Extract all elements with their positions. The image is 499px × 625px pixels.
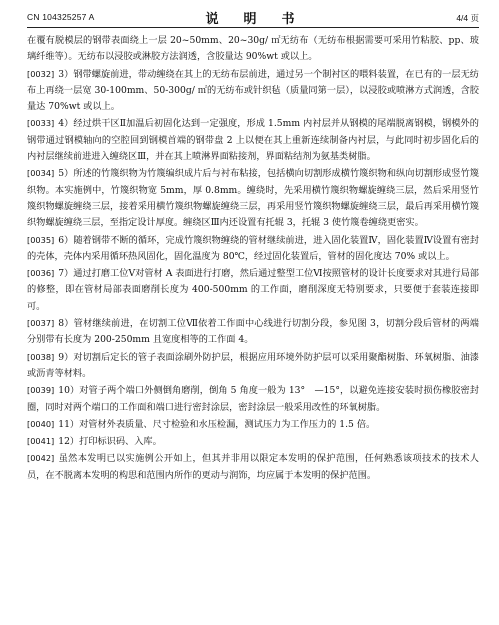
paragraph-number: [0038] — [27, 351, 55, 362]
paragraph-text: 3）钢带螺旋前进，带动缠绕在其上的无纺布层前进，通过另一个制衬区的喂料装置，在已有的一层无纺布上再绕一层宽 30-100mm、50-300g/ ㎡的无纺布或针织毡（质量同第一层），以浸胶或喷淋方式润透，含胶量达 70%wt 或以上。 — [27, 68, 479, 113]
paragraph-0033 — [27, 115, 479, 165]
page-header — [27, 6, 479, 26]
paragraph-number: [0034] — [27, 168, 55, 179]
paragraph-text: 虽然本发明已以实施例公开如上，但其并非用以限定本发明的保护范围，任何熟悉该项技术的技术人员，在不脱离本发明的构思和范围内所作的更动与润饰，均应属于本发明的保护范围。 — [27, 453, 479, 481]
paragraph-text: 5）所述的竹篾织物为竹篾编织成片后与衬布粘接，包括横向切割形成横竹篾织物和纵向切割形成竖竹篾织物。本实施例中，竹篾织物宽 5mm，厚 0.8mm。缠绕时，先采用横竹篾织物螺旋缠绕三层，然后采用竖竹篾织物螺旋缠绕三层，接着采用横竹篾织物螺旋缠绕三层，再采用竖竹篾织物螺旋缠绕三层，最后再采用横竹篾织物螺旋缠绕三层，至指定设计厚度。缠绕区Ⅲ内还设置有托辊 3，托辊 3 使竹篾卷缠绕更密实。 — [27, 168, 479, 229]
page-title: 说 明 书 — [205, 12, 301, 27]
paragraph-0035 — [27, 232, 479, 266]
paragraph-text: 8）管材继续前进，在切割工位Ⅶ依着工作面中心线进行切割分段，参见图 3，切割分段后管材的两端分别带有长度为 200-250mm 且宽度相等的工作面 4。 — [27, 318, 479, 346]
paragraph-number: [0037] — [27, 318, 55, 329]
paragraph-0036 — [27, 265, 479, 315]
page-number: 4/4 页 — [456, 13, 479, 23]
paragraph-0037 — [27, 315, 479, 349]
paragraph-number: [0042] — [27, 453, 55, 464]
paragraph-number: [0036] — [27, 268, 55, 279]
paragraph-text: 4）经过烘干区Ⅱ加温后初固化达到一定强度，形成 1.5mm 内衬层并从钢模的尾端脱离钢模，钢模外的钢带通过钢模轴向的空腔回到钢模首端的钢带盘 2 上以便在其上重新连续制备内衬层，与此同时初步固化后的内衬层继续前进进入缠绕区Ⅲ，并在其上喷淋界面粘接剂，界面粘结剂为氨基类树脂。 — [27, 118, 479, 163]
paragraph-number: [0033] — [27, 118, 55, 129]
paragraph-text: 10）对管子两个端口外侧倒角磨削，倒角 5 角度一般为 13° —15°，以避免连接安装时损伤橡胶密封圈，同时对两个端口的工作面和端口进行密封涂层，密封涂层一般采用改性的环氧树脂。 — [27, 385, 479, 413]
paragraph-0038 — [27, 349, 479, 383]
paragraph-number: [0039] — [27, 385, 55, 396]
paragraph-text: 11）对管材外表质量、尺寸检验和水压检漏，测试压力为工作压力的 1.5 倍。 — [58, 418, 376, 430]
paragraph-0040 — [27, 416, 479, 433]
paragraph-continued — [27, 33, 479, 66]
paragraph-number: [0041] — [27, 436, 55, 447]
paragraph-0032 — [27, 66, 479, 116]
header-rule — [27, 27, 479, 28]
paragraph-text: 在覆有脱模层的钢带表面绕上一层 20~50mm、20~30g/ ㎡无纺布（无纺布根据需要可采用竹粘胶、pp、玻璃纤维等）。无纺布以浸胶或淋胶方法润透，含胶量达 90%wt 或以上。 — [27, 35, 479, 63]
paragraph-text: 9）对切割后定长的管子表面涂刷外防护层，根据应用环境外防护层可以采用聚酯树脂、环氧树脂、油漆或沥青等材料。 — [27, 351, 479, 379]
paragraph-number: [0032] — [27, 68, 55, 79]
paragraph-text: 12）打印标识码、入库。 — [58, 436, 162, 448]
paragraph-number: [0035] — [27, 234, 55, 245]
document-body — [27, 33, 479, 484]
paragraph-number: [0040] — [27, 418, 55, 429]
paragraph-0039 — [27, 382, 479, 416]
paragraph-text: 6）随着钢带不断的循环，完成竹篾织物缠绕的管材继续前进，进入固化装置Ⅳ，固化装置Ⅳ设置有密封的壳体，壳体内采用循环热风固化，固化温度为 80℃，经过固化装置后，管材的固化度达 70% 或以上。 — [27, 234, 479, 262]
paragraph-0034 — [27, 165, 479, 231]
paragraph-0042 — [27, 450, 479, 484]
paragraph-text: 7）通过打磨工位Ⅴ对管材 A 表面进行打磨，然后通过整型工位Ⅵ按照管材的设计长度要求对其进行局部的修整，即在管材局部表面磨削长度为 400-500mm 的工作面，磨削深度无特别要求，只要便于套装连接即可。 — [27, 268, 479, 312]
paragraph-0041 — [27, 433, 479, 450]
publication-number: CN 104325257 A — [27, 12, 95, 22]
